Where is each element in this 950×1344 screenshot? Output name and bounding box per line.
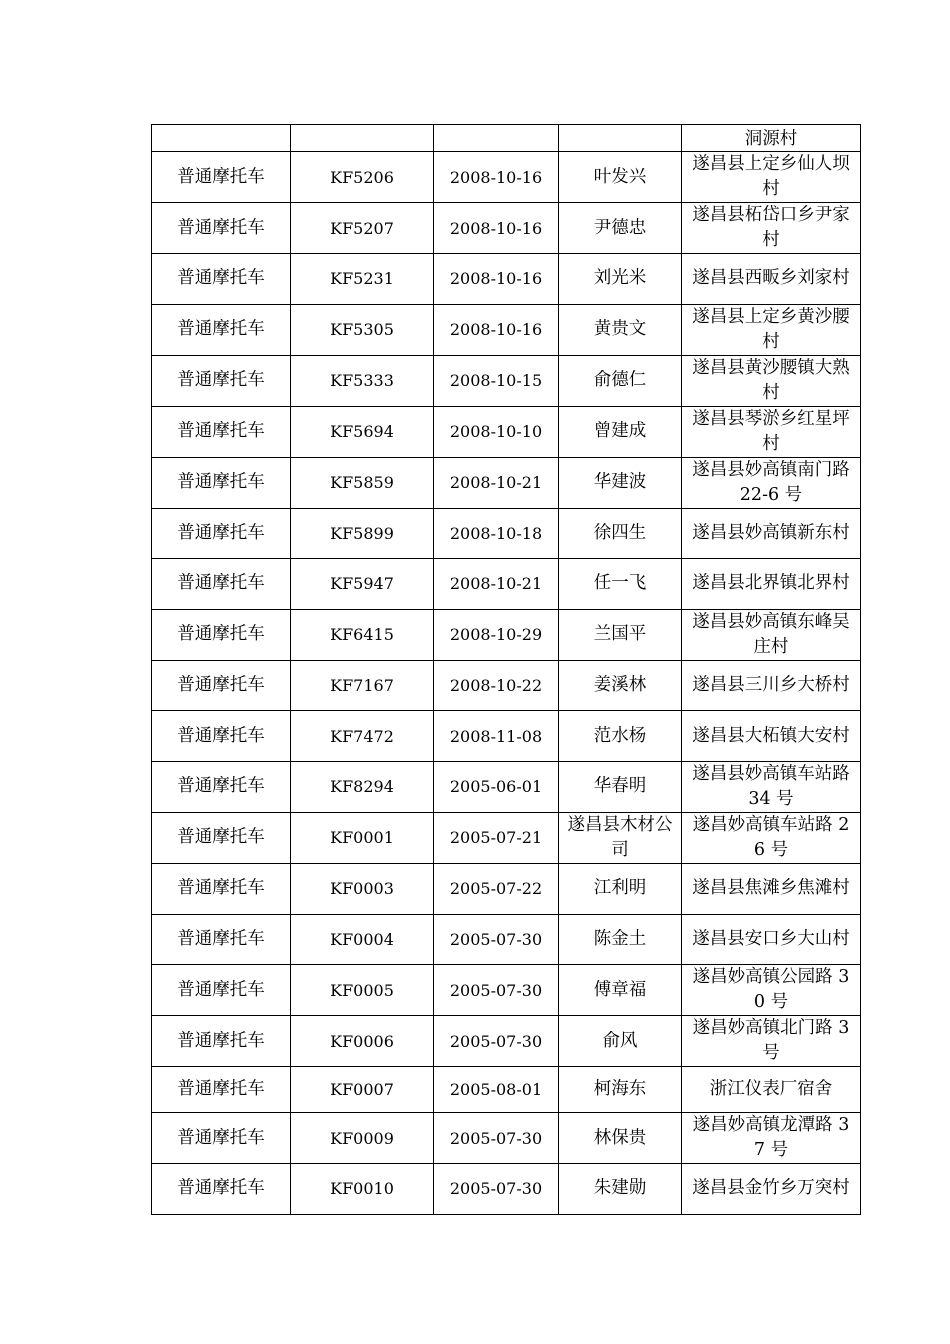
vehicle-registration-table: [151, 124, 861, 1215]
cell-date: 2005-07-22: [434, 863, 559, 914]
table-row: [152, 304, 861, 355]
cell-date: 2008-10-21: [434, 457, 559, 508]
cell-date: 2008-10-21: [434, 559, 559, 610]
cell-address: 洞源村: [682, 125, 861, 152]
cell-date: 2008-10-16: [434, 254, 559, 305]
cell-address: 遂昌县西畈乡刘家村: [682, 254, 861, 305]
cell-owner: 陈金土: [559, 914, 682, 965]
cell-vehicle-type: 普通摩托车: [152, 254, 291, 305]
cell-owner: 姜溪林: [559, 660, 682, 711]
cell-plate: KF7472: [291, 711, 434, 762]
table-row: [152, 355, 861, 406]
cell-date: 2008-10-15: [434, 355, 559, 406]
cell-date: 2005-07-30: [434, 965, 559, 1016]
cell-address: 遂昌县柘岱口乡尹家村: [682, 203, 861, 254]
cell-owner: 黄贵文: [559, 304, 682, 355]
table-row: [152, 711, 861, 762]
cell-owner: 华春明: [559, 761, 682, 812]
cell-address: 遂昌县大柘镇大安村: [682, 711, 861, 762]
table-row: [152, 254, 861, 305]
cell-owner: 华建波: [559, 457, 682, 508]
continued-row: [152, 125, 861, 152]
cell-vehicle-type: 普通摩托车: [152, 355, 291, 406]
cell-date: [434, 125, 559, 152]
cell-plate: KF5694: [291, 406, 434, 457]
cell-address: 遂昌妙高镇车站路 26 号: [682, 812, 861, 863]
cell-plate: KF5333: [291, 355, 434, 406]
table-row: [152, 1067, 861, 1113]
cell-plate: KF0009: [291, 1113, 434, 1164]
cell-address: 遂昌妙高镇北门路 3 号: [682, 1016, 861, 1067]
cell-owner: 俞风: [559, 1016, 682, 1067]
cell-date: 2008-10-10: [434, 406, 559, 457]
cell-address: 浙江仪表厂宿舍: [682, 1067, 861, 1113]
cell-address: 遂昌县妙高镇东峰吴庄村: [682, 609, 861, 660]
cell-plate: KF0010: [291, 1164, 434, 1215]
cell-owner: 尹德忠: [559, 203, 682, 254]
cell-date: 2008-10-16: [434, 203, 559, 254]
table-row: [152, 1113, 861, 1164]
cell-owner: 叶发兴: [559, 152, 682, 203]
cell-owner: 林保贵: [559, 1113, 682, 1164]
cell-owner: 柯海东: [559, 1067, 682, 1113]
table-row: [152, 508, 861, 559]
cell-owner: 遂昌县木材公司: [559, 812, 682, 863]
cell-address: 遂昌妙高镇公园路 30 号: [682, 965, 861, 1016]
cell-owner: 傅章福: [559, 965, 682, 1016]
cell-vehicle-type: 普通摩托车: [152, 457, 291, 508]
cell-owner: [559, 125, 682, 152]
cell-plate: [291, 125, 434, 152]
cell-date: 2005-07-30: [434, 1113, 559, 1164]
cell-plate: KF0001: [291, 812, 434, 863]
cell-owner: 刘光米: [559, 254, 682, 305]
cell-address: 遂昌县黄沙腰镇大熟村: [682, 355, 861, 406]
cell-date: 2008-11-08: [434, 711, 559, 762]
cell-vehicle-type: 普通摩托车: [152, 761, 291, 812]
cell-owner: 徐四生: [559, 508, 682, 559]
cell-address: 遂昌县安口乡大山村: [682, 914, 861, 965]
cell-owner: 任一飞: [559, 559, 682, 610]
cell-plate: KF8294: [291, 761, 434, 812]
cell-vehicle-type: 普通摩托车: [152, 1016, 291, 1067]
table-row: [152, 609, 861, 660]
table-body: [152, 125, 861, 1215]
cell-vehicle-type: 普通摩托车: [152, 914, 291, 965]
cell-vehicle-type: 普通摩托车: [152, 965, 291, 1016]
cell-vehicle-type: 普通摩托车: [152, 1113, 291, 1164]
table-row: [152, 1164, 861, 1215]
cell-vehicle-type: 普通摩托车: [152, 304, 291, 355]
table-row: [152, 965, 861, 1016]
cell-plate: KF5947: [291, 559, 434, 610]
cell-date: 2005-07-30: [434, 914, 559, 965]
cell-address: 遂昌县妙高镇车站路 34 号: [682, 761, 861, 812]
table-row: [152, 812, 861, 863]
cell-address: 遂昌县北界镇北界村: [682, 559, 861, 610]
cell-address: 遂昌县上定乡仙人坝村: [682, 152, 861, 203]
cell-plate: KF0007: [291, 1067, 434, 1113]
cell-date: 2008-10-16: [434, 152, 559, 203]
cell-date: 2005-07-21: [434, 812, 559, 863]
table-row: [152, 1016, 861, 1067]
cell-date: 2005-07-30: [434, 1016, 559, 1067]
cell-date: 2005-07-30: [434, 1164, 559, 1215]
cell-plate: KF0003: [291, 863, 434, 914]
cell-plate: KF5305: [291, 304, 434, 355]
cell-address: 遂昌县三川乡大桥村: [682, 660, 861, 711]
cell-plate: KF5231: [291, 254, 434, 305]
table-row: [152, 152, 861, 203]
cell-owner: 范水杨: [559, 711, 682, 762]
cell-plate: KF0004: [291, 914, 434, 965]
cell-plate: KF5859: [291, 457, 434, 508]
table-row: [152, 559, 861, 610]
cell-plate: KF5206: [291, 152, 434, 203]
table-row: [152, 660, 861, 711]
cell-vehicle-type: 普通摩托车: [152, 406, 291, 457]
cell-date: 2005-08-01: [434, 1067, 559, 1113]
table-row: [152, 914, 861, 965]
cell-address: 遂昌县妙高镇新东村: [682, 508, 861, 559]
cell-plate: KF6415: [291, 609, 434, 660]
table-row: [152, 406, 861, 457]
cell-plate: KF5207: [291, 203, 434, 254]
cell-owner: 江利明: [559, 863, 682, 914]
cell-plate: KF5899: [291, 508, 434, 559]
cell-date: 2008-10-29: [434, 609, 559, 660]
table-row: [152, 457, 861, 508]
cell-vehicle-type: 普通摩托车: [152, 711, 291, 762]
cell-owner: 朱建勋: [559, 1164, 682, 1215]
cell-plate: KF0005: [291, 965, 434, 1016]
cell-vehicle-type: 普通摩托车: [152, 1164, 291, 1215]
cell-address: 遂昌县上定乡黄沙腰村: [682, 304, 861, 355]
cell-vehicle-type: 普通摩托车: [152, 203, 291, 254]
cell-vehicle-type: 普通摩托车: [152, 660, 291, 711]
table-row: [152, 863, 861, 914]
cell-date: 2008-10-16: [434, 304, 559, 355]
cell-vehicle-type: 普通摩托车: [152, 609, 291, 660]
cell-address: 遂昌县琴淤乡红星坪村: [682, 406, 861, 457]
cell-address: 遂昌县金竹乡万突村: [682, 1164, 861, 1215]
cell-date: 2008-10-22: [434, 660, 559, 711]
cell-vehicle-type: [152, 125, 291, 152]
cell-vehicle-type: 普通摩托车: [152, 508, 291, 559]
table-row: [152, 761, 861, 812]
cell-plate: KF7167: [291, 660, 434, 711]
cell-vehicle-type: 普通摩托车: [152, 1067, 291, 1113]
cell-plate: KF0006: [291, 1016, 434, 1067]
cell-address: 遂昌妙高镇龙潭路 37 号: [682, 1113, 861, 1164]
cell-vehicle-type: 普通摩托车: [152, 152, 291, 203]
cell-vehicle-type: 普通摩托车: [152, 812, 291, 863]
cell-owner: 兰国平: [559, 609, 682, 660]
cell-address: 遂昌县焦滩乡焦滩村: [682, 863, 861, 914]
table-row: [152, 203, 861, 254]
cell-vehicle-type: 普通摩托车: [152, 559, 291, 610]
cell-date: 2008-10-18: [434, 508, 559, 559]
cell-address: 遂昌县妙高镇南门路 22-6 号: [682, 457, 861, 508]
cell-date: 2005-06-01: [434, 761, 559, 812]
cell-owner: 曾建成: [559, 406, 682, 457]
cell-owner: 俞德仁: [559, 355, 682, 406]
cell-vehicle-type: 普通摩托车: [152, 863, 291, 914]
